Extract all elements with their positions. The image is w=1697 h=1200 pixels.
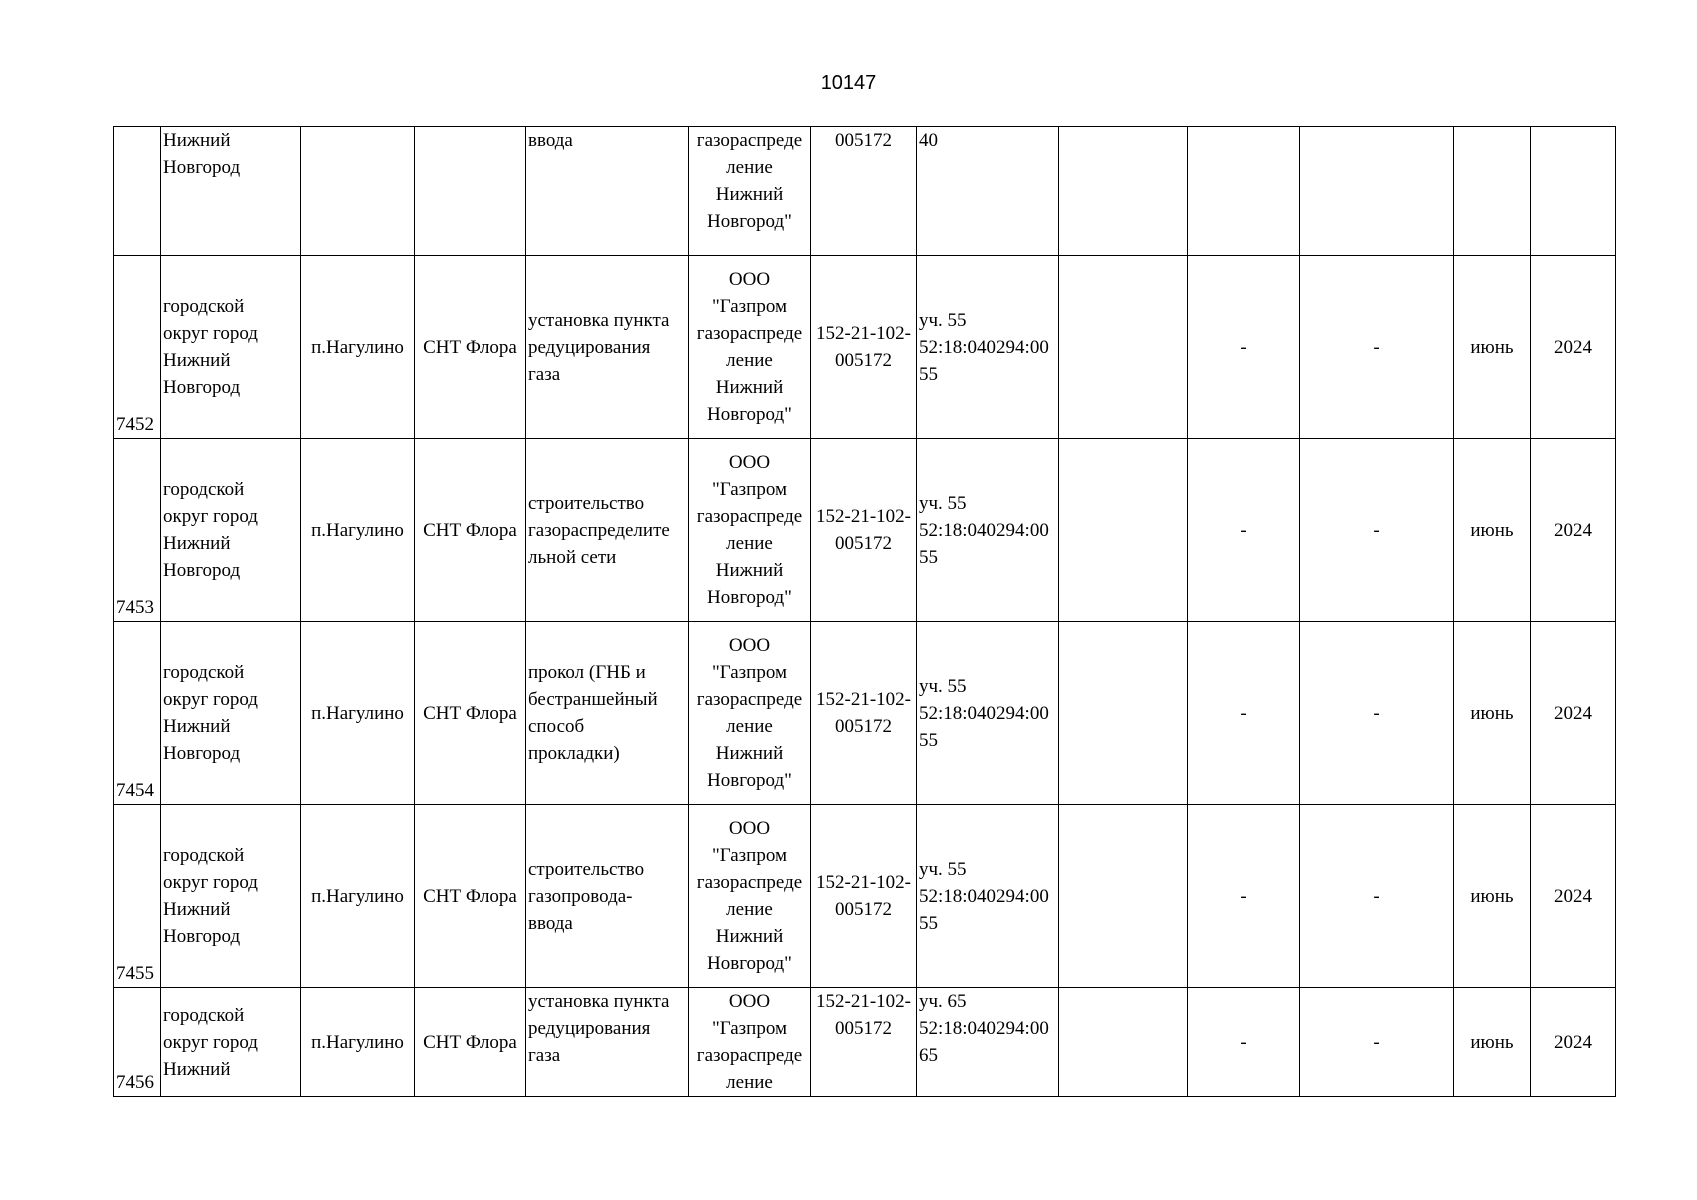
registry-table <box>113 126 1616 1097</box>
month-cell: июнь <box>1454 622 1531 805</box>
organization-text: ООО "Газпром газораспреде ление <box>696 991 803 1093</box>
year-cell: 2024 <box>1531 439 1616 622</box>
permit-code-cell <box>811 256 917 439</box>
settlement-cell: п.Нагулино <box>301 988 415 1097</box>
organization-cell <box>689 256 811 439</box>
cadastral-text: уч. 55 52:18:040294:00 55 <box>919 309 1049 385</box>
table-row <box>114 622 1616 805</box>
organization-cell <box>689 805 811 988</box>
cadastral-text: уч. 55 52:18:040294:00 55 <box>919 675 1049 751</box>
row-number-cell: 7456 <box>114 988 161 1097</box>
location-cell: СНТ Флора <box>415 988 526 1097</box>
dash-cell <box>1188 127 1300 256</box>
organization-cell <box>689 988 811 1097</box>
year-cell <box>1531 127 1616 256</box>
cadastral-text: уч. 55 52:18:040294:00 55 <box>919 858 1049 934</box>
empty-cell <box>1059 439 1188 622</box>
year-cell: 2024 <box>1531 256 1616 439</box>
settlement-cell: п.Нагулино <box>301 439 415 622</box>
settlement-cell: п.Нагулино <box>301 805 415 988</box>
empty-cell <box>1059 805 1188 988</box>
district-text: Нижний Новгород <box>163 130 241 178</box>
permit-code-cell <box>811 127 917 256</box>
dash-cell <box>1300 127 1454 256</box>
permit-code-text: 005172 <box>835 130 892 151</box>
settlement-cell <box>301 127 415 256</box>
settlement-cell: п.Нагулино <box>301 622 415 805</box>
district-text: городской округ город Нижний Новгород <box>163 296 258 398</box>
cadastral-cell <box>917 805 1059 988</box>
permit-code-text: 152-21-102- 005172 <box>816 689 911 737</box>
month-cell: июнь <box>1454 988 1531 1097</box>
table-row <box>114 127 1616 256</box>
table-row <box>114 805 1616 988</box>
month-cell <box>1454 127 1531 256</box>
district-cell <box>161 256 301 439</box>
dash-cell: - <box>1188 988 1300 1097</box>
work-type-text: строительство газораспределите льной сети <box>528 492 670 568</box>
row-number-cell: 7455 <box>114 805 161 988</box>
organization-cell <box>689 127 811 256</box>
dash-cell: - <box>1188 805 1300 988</box>
work-type-text: прокол (ГНБ и бестраншейный способ прокладки) <box>528 662 658 764</box>
cadastral-text: 40 <box>919 130 938 151</box>
month-cell: июнь <box>1454 805 1531 988</box>
district-text: городской округ город Нижний Новгород <box>163 845 258 947</box>
location-cell: СНТ Флора <box>415 805 526 988</box>
permit-code-text: 152-21-102- 005172 <box>816 872 911 920</box>
dash-cell: - <box>1188 622 1300 805</box>
dash-cell: - <box>1188 439 1300 622</box>
permit-code-cell <box>811 988 917 1097</box>
table-row <box>114 988 1616 1097</box>
empty-cell <box>1059 622 1188 805</box>
district-cell <box>161 622 301 805</box>
row-number-cell <box>114 127 161 256</box>
permit-code-text: 152-21-102- 005172 <box>816 991 911 1039</box>
month-cell: июнь <box>1454 439 1531 622</box>
permit-code-text: 152-21-102- 005172 <box>816 506 911 554</box>
year-cell: 2024 <box>1531 805 1616 988</box>
work-type-text: ввода <box>528 130 573 151</box>
organization-cell <box>689 439 811 622</box>
district-cell <box>161 805 301 988</box>
dash-cell: - <box>1188 256 1300 439</box>
permit-code-text: 152-21-102- 005172 <box>816 323 911 371</box>
cadastral-cell <box>917 988 1059 1097</box>
cadastral-cell <box>917 127 1059 256</box>
cadastral-text: уч. 55 52:18:040294:00 55 <box>919 492 1049 568</box>
district-text: городской округ город Нижний Новгород <box>163 662 258 764</box>
permit-code-cell <box>811 622 917 805</box>
cadastral-text: уч. 65 52:18:040294:00 65 <box>919 991 1049 1066</box>
table-row <box>114 256 1616 439</box>
permit-code-cell <box>811 805 917 988</box>
work-type-text: установка пункта редуцирования газа <box>528 991 670 1066</box>
work-type-cell <box>526 439 689 622</box>
work-type-text: установка пункта редуцирования газа <box>528 309 670 385</box>
location-cell <box>415 127 526 256</box>
work-type-cell <box>526 127 689 256</box>
organization-text: ООО "Газпром газораспреде ление Нижний Новгород" <box>696 269 803 425</box>
dash-cell: - <box>1300 439 1454 622</box>
organization-text: ООО "Газпром газораспреде ление Нижний Новгород" <box>696 635 803 791</box>
location-cell: СНТ Флора <box>415 256 526 439</box>
district-text: городской округ город Нижний <box>163 1004 258 1080</box>
location-cell: СНТ Флора <box>415 622 526 805</box>
cadastral-cell <box>917 622 1059 805</box>
work-type-cell <box>526 988 689 1097</box>
district-cell <box>161 439 301 622</box>
settlement-cell: п.Нагулино <box>301 256 415 439</box>
table-row <box>114 439 1616 622</box>
organization-cell <box>689 622 811 805</box>
dash-cell: - <box>1300 256 1454 439</box>
organization-text: ООО "Газпром газораспреде ление Нижний Новгород" <box>696 452 803 608</box>
work-type-cell <box>526 622 689 805</box>
month-cell: июнь <box>1454 256 1531 439</box>
district-cell <box>161 988 301 1097</box>
row-number-cell: 7452 <box>114 256 161 439</box>
year-cell: 2024 <box>1531 988 1616 1097</box>
dash-cell: - <box>1300 805 1454 988</box>
permit-code-cell <box>811 439 917 622</box>
work-type-cell <box>526 256 689 439</box>
cadastral-cell <box>917 256 1059 439</box>
page-number: 10147 <box>820 72 877 94</box>
district-cell <box>161 127 301 256</box>
location-cell: СНТ Флора <box>415 439 526 622</box>
work-type-cell <box>526 805 689 988</box>
empty-cell <box>1059 256 1188 439</box>
cadastral-cell <box>917 439 1059 622</box>
empty-cell <box>1059 127 1188 256</box>
row-number-cell: 7453 <box>114 439 161 622</box>
organization-text: ООО "Газпром газораспреде ление Нижний Новгород" <box>696 818 803 974</box>
work-type-text: строительство газопровода- ввода <box>528 858 645 934</box>
row-number-cell: 7454 <box>114 622 161 805</box>
dash-cell: - <box>1300 622 1454 805</box>
year-cell: 2024 <box>1531 622 1616 805</box>
empty-cell <box>1059 988 1188 1097</box>
district-text: городской округ город Нижний Новгород <box>163 479 258 581</box>
organization-text: газораспреде ление Нижний Новгород" <box>696 130 803 232</box>
dash-cell: - <box>1300 988 1454 1097</box>
